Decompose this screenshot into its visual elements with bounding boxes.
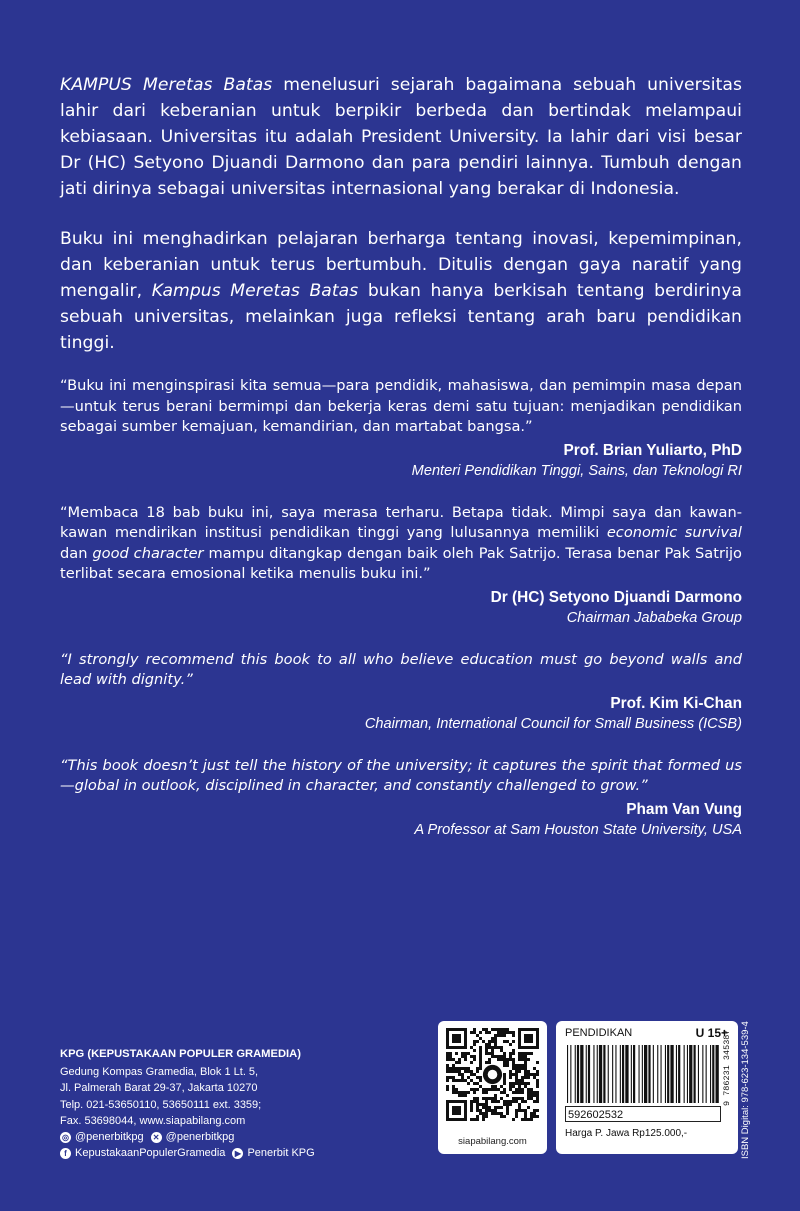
endorsement-text-part: “Membaca 18 bab buku ini, saya merasa terharu. Betapa tidak. Mimpi saya dan kawan-kawan mendirikan institusi pendidikan tinggi yang lulusannya memiliki	[60, 503, 742, 541]
qr-label: siapabilang.com	[458, 1136, 527, 1147]
endorser-name: Prof. Brian Yuliarto, PhD	[563, 441, 742, 459]
barcode-card	[556, 1021, 738, 1154]
book-title-italic: KAMPUS Meretas Batas	[60, 75, 273, 95]
endorser-role: Chairman Jababeka Group	[566, 609, 742, 626]
endorsement	[60, 756, 742, 840]
synopsis-text: Buku ini menghadirkan pelajaran berharga tentang inovasi, kepemimpinan, dan keberanian untuk terus bertumbuh. Ditulis dengan gaya naratif yang mengalir,	[60, 229, 742, 301]
social-row	[60, 1145, 390, 1161]
endorser-name: Dr (HC) Setyono Djuandi Darmono	[490, 588, 742, 606]
youtube-icon: ▶	[232, 1148, 243, 1159]
price: Harga P. Jawa Rp125.000,-	[565, 1128, 688, 1139]
facebook-handle: KepustakaanPopulerGramedia	[75, 1147, 226, 1160]
endorsement	[60, 376, 742, 481]
endorsement-text-italic: economic survival	[606, 524, 742, 541]
barcode-number: 592602532	[565, 1106, 721, 1122]
publisher-info	[60, 1046, 390, 1161]
endorsement-text-italic: good character	[92, 544, 204, 562]
endorsement	[60, 503, 742, 628]
publisher-address: Gedung Kompas Gramedia, Blok 1 Lt. 5,	[60, 1066, 259, 1079]
synopsis-paragraph-2	[60, 226, 742, 356]
publisher-address: Jl. Palmerah Barat 29-37, Jakarta 10270	[60, 1082, 258, 1095]
endorsements	[60, 376, 742, 862]
synopsis-text: bukan hanya berkisah tentang berdirinya sebuah universitas, melainkan juga refleksi tentang arah baru pendidikan tinggi.	[60, 281, 742, 353]
youtube-handle: Penerbit KPG	[247, 1147, 315, 1160]
barcode	[565, 1045, 721, 1103]
endorsement	[60, 650, 742, 734]
isbn-digital: ISBN Digital: 978-623-134-539-4	[740, 1021, 751, 1159]
age-rating: U 15+	[695, 1026, 728, 1040]
synopsis-paragraph-1	[60, 72, 742, 202]
endorsement-text: “Buku ini menginspirasi kita semua—para pendidik, mahasiswa, dan pemimpin masa depan—untuk terus berani bermimpi dan bekerja keras demi satu tujuan: menjadikan pendidikan sebagai sumber kemajuan, kemandirian, dan martabat bangsa.”	[60, 377, 742, 435]
endorser-role: A Professor at Sam Houston State University, USA	[414, 821, 742, 838]
endorsement-text: “I strongly recommend this book to all who believe education must go beyond walls and lead with dignity.”	[60, 650, 742, 688]
endorser-role: Menteri Pendidikan Tinggi, Sains, dan Teknologi RI	[411, 462, 742, 479]
endorsement-text	[60, 503, 742, 585]
instagram-icon: ◎	[60, 1132, 71, 1143]
endorsement-text: “This book doesn’t just tell the history of the university; it captures the spirit that formed us—global in outlook, disciplined in character, and constantly challenged to grow.”	[60, 756, 742, 794]
endorser-name: Prof. Kim Ki-Chan	[610, 694, 742, 712]
instagram-handle: @penerbitkpg	[75, 1131, 144, 1144]
endorsement-text-part: dan	[60, 544, 93, 562]
book-category: PENDIDIKAN	[565, 1027, 633, 1039]
synopsis	[60, 72, 742, 380]
x-handle: @penerbitkpg	[165, 1131, 235, 1144]
book-title-italic: Kampus Meretas Batas	[151, 281, 359, 301]
qr-code	[446, 1028, 539, 1121]
endorser-name: Pham Van Vung	[626, 800, 742, 818]
publisher-name: KPG (KEPUSTAKAAN POPULER GRAMEDIA)	[60, 1048, 301, 1060]
barcode-digits: 9 786231 345387	[722, 1029, 732, 1106]
endorser-role: Chairman, International Council for Small Business (ICSB)	[364, 715, 742, 732]
social-row	[60, 1129, 390, 1145]
publisher-phone: Telp. 021-53650110, 53650111 ext. 3359;	[60, 1098, 262, 1111]
qr-code-card	[438, 1021, 547, 1154]
publisher-fax-web: Fax. 53698044, www.siapabilang.com	[60, 1114, 246, 1127]
x-icon: ✕	[151, 1132, 162, 1143]
synopsis-text: menelusuri sejarah bagaimana sebuah universitas lahir dari keberanian untuk berpikir berbeda dan bertindak melampaui kebiasaan. Universitas itu adalah President University. Ia lahir dari visi besar Dr (HC) Setyono Djuandi Darmono dan para pendiri lainnya. Tumbuh dengan jati dirinya sebagai universitas internasional yang berakar di Indonesia.	[60, 75, 742, 199]
endorsement-text-part: mampu ditangkap dengan baik oleh Pak Satrijo. Terasa benar Pak Satrijo terlibat secara emosional ketika menulis buku ini.”	[60, 544, 742, 582]
facebook-icon: f	[60, 1148, 71, 1159]
